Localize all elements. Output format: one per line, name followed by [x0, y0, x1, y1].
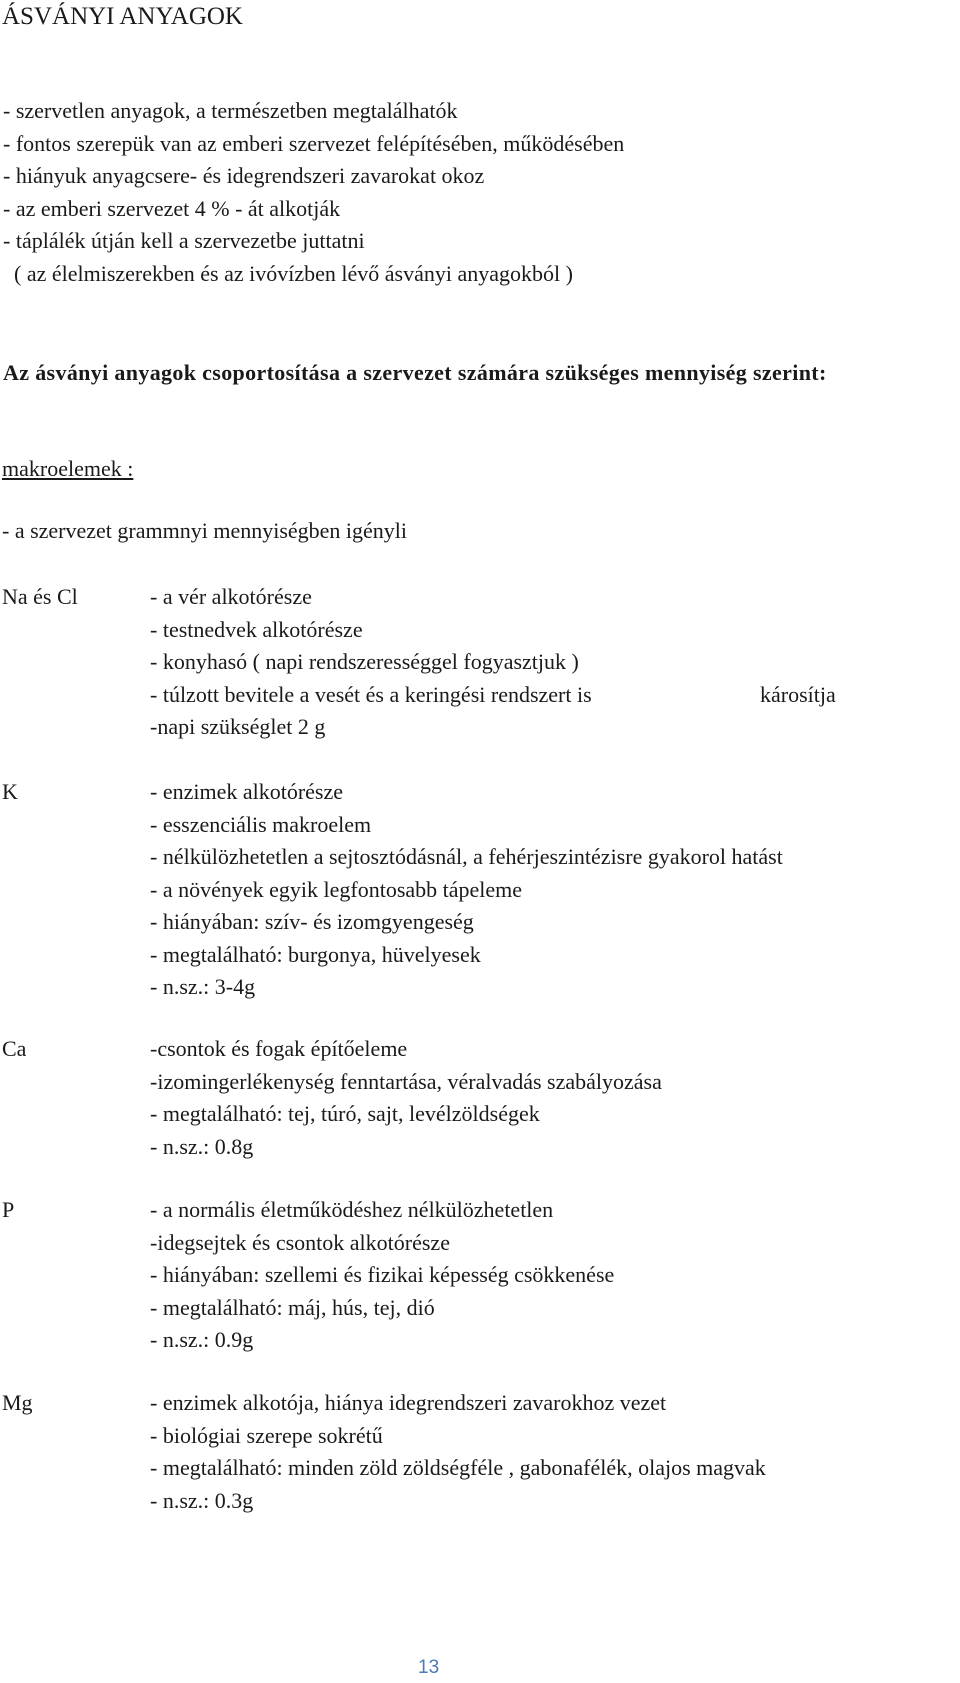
property-tab-text: károsítja	[760, 681, 836, 707]
element-symbol: Mg	[2, 1390, 33, 1415]
property-line: -csontok és fogak építőeleme	[150, 1036, 408, 1061]
property-line	[150, 681, 836, 717]
property-line: - a növények egyik legfontosabb tápeleme	[150, 876, 523, 902]
property-line: - biológiai szerepe sokrétű	[150, 1422, 383, 1448]
property-line: - megtalálható: burgonya, hüvelyesek	[150, 941, 481, 967]
property-line: - a normális életműködéshez nélkülözhetetlen	[150, 1197, 554, 1222]
property-line: - hiányában: szív- és izomgyengeség	[150, 909, 474, 934]
property-line: - megtalálható: máj, hús, tej, dió	[150, 1294, 435, 1320]
property-line: - n.sz.: 3-4g	[150, 974, 256, 999]
page-title: ÁSVÁNYI ANYAGOK	[2, 3, 243, 30]
element-properties	[150, 1199, 614, 1362]
property-line: -napi szükséglet 2 g	[150, 714, 326, 739]
property-text: - túlzott bevitele a vesét és a keringési rendszert is	[150, 681, 592, 707]
property-line: - a vér alkotórésze	[150, 584, 312, 609]
property-line: -idegsejtek és csontok alkotórésze	[150, 1229, 450, 1255]
element-symbol: K	[2, 779, 18, 804]
property-line: - n.sz.: 0.3g	[150, 1487, 254, 1513]
intro-line: - fontos szerepük van az emberi szervezet felépítésében, működésében	[3, 130, 625, 156]
group-heading: Az ásványi anyagok csoportosítása a szervezet számára szükséges mennyiség szerint:	[3, 360, 827, 385]
page-number: 13	[418, 1657, 440, 1678]
subheading: makroelemek :	[2, 456, 134, 481]
property-line: - enzimek alkotórésze	[150, 779, 344, 804]
intro-line: ( az élelmiszerekben és az ivóvízben lévő ásványi anyagokból )	[3, 260, 573, 286]
property-line: - testnedvek alkotórésze	[150, 616, 363, 642]
property-line: - n.sz.: 0.9g	[150, 1327, 254, 1352]
property-line: - esszenciális makroelem	[150, 811, 372, 837]
intro-line: - táplálék útján kell a szervezetbe juttatni	[3, 228, 365, 253]
property-line: -izomingerlékenység fenntartása, véralvadás szabályozása	[150, 1068, 662, 1094]
element-symbol: P	[2, 1197, 15, 1222]
element-properties	[150, 781, 783, 1009]
property-line: - nélkülözhetetlen a sejtosztódásnál, a fehérjeszintézisre gyakorol hatást	[150, 844, 783, 869]
property-line: - konyhasó ( napi rendszerességgel fogyasztjuk )	[150, 649, 579, 674]
element-properties	[150, 1392, 766, 1522]
intro-line: - szervetlen anyagok, a természetben megtalálhatók	[3, 98, 458, 123]
element-symbol: Ca	[2, 1036, 27, 1061]
intro-list	[3, 100, 624, 295]
property-line: - n.sz.: 0.8g	[150, 1133, 254, 1159]
property-line: - enzimek alkotója, hiánya idegrendszeri zavarokhoz vezet	[150, 1390, 667, 1415]
element-properties	[150, 1038, 662, 1168]
intro-line: - hiányuk anyagcsere- és idegrendszeri zavarokat okoz	[3, 163, 485, 188]
property-line: - megtalálható: minden zöld zöldségféle , gabonafélék, olajos magvak	[150, 1455, 766, 1480]
property-line: - megtalálható: tej, túró, sajt, levélzöldségek	[150, 1101, 540, 1126]
element-symbol: Na és Cl	[2, 584, 78, 609]
property-line: - hiányában: szellemi és fizikai képesség csökkenése	[150, 1262, 615, 1287]
element-properties	[150, 584, 836, 749]
intro-line: - az emberi szervezet 4 % - át alkotják	[3, 195, 341, 221]
note-line: - a szervezet grammnyi mennyiségben igényli	[2, 518, 408, 543]
